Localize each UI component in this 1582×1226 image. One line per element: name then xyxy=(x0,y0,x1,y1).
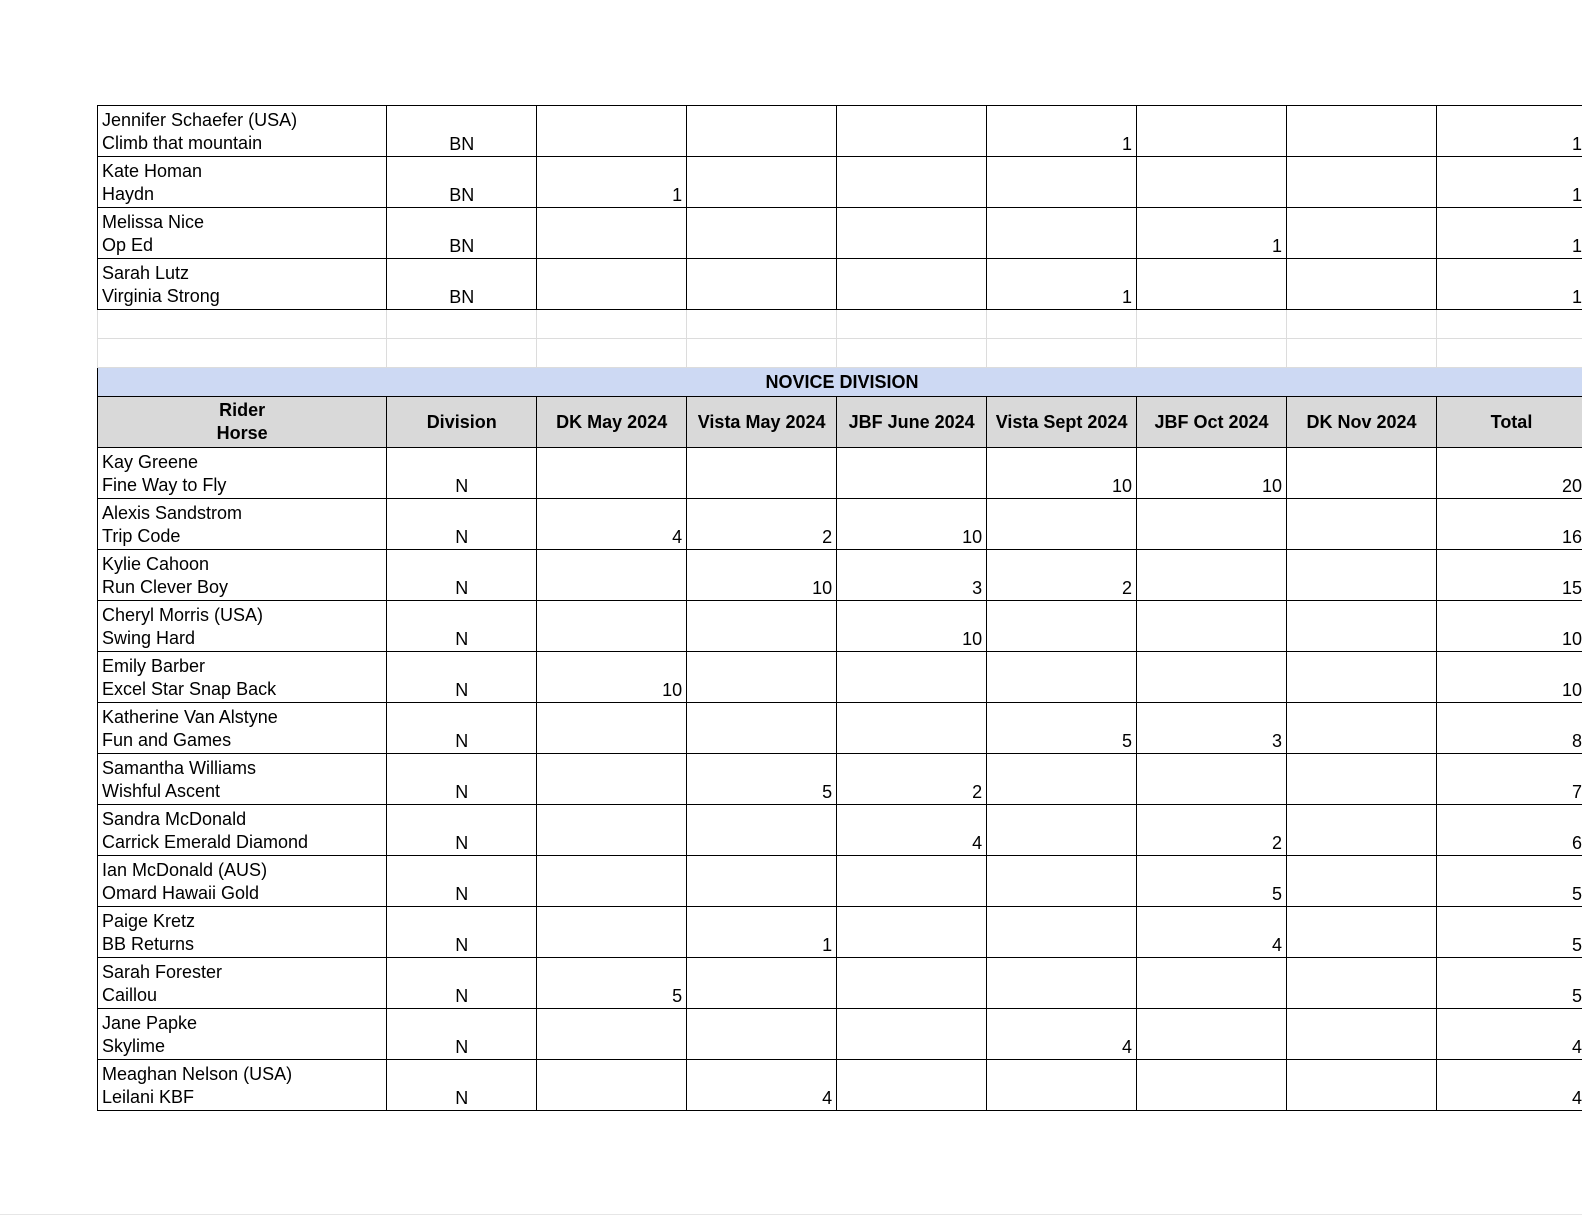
rider-name: Kay Greene xyxy=(102,452,199,472)
header-rider-horse xyxy=(98,397,387,448)
score-cell: 10 xyxy=(1137,448,1287,499)
rider-horse-cell xyxy=(98,805,387,856)
table-row xyxy=(98,601,1582,652)
rider-name: Paige Kretz xyxy=(102,911,196,931)
score-cell: 1 xyxy=(987,106,1137,157)
header-rider: Rider xyxy=(219,400,266,420)
total-cell: 8 xyxy=(1437,703,1582,754)
score-cell: 1 xyxy=(987,259,1137,310)
novice-division-section xyxy=(98,368,1582,448)
total-cell: 1 xyxy=(1437,259,1582,310)
score-cell xyxy=(687,448,837,499)
header-division: Division xyxy=(387,397,537,448)
score-cell: 1 xyxy=(537,157,687,208)
horse-name: Omard Hawaii Gold xyxy=(102,883,260,903)
division-cell: N xyxy=(387,856,537,907)
score-cell: 10 xyxy=(537,652,687,703)
page-bottom-rule xyxy=(0,1214,1582,1215)
score-cell xyxy=(537,1060,687,1111)
rider-name: Jennifer Schaefer (USA) xyxy=(102,110,298,130)
spacer-row xyxy=(98,310,1582,339)
rider-name: Kylie Cahoon xyxy=(102,554,210,574)
score-cell: 10 xyxy=(987,448,1137,499)
score-cell xyxy=(837,259,987,310)
rider-name: Kate Homan xyxy=(102,161,203,181)
score-cell xyxy=(1137,259,1287,310)
header-event: DK May 2024 xyxy=(537,397,687,448)
division-cell: N xyxy=(387,907,537,958)
score-cell xyxy=(1287,550,1437,601)
rider-name: Sarah Lutz xyxy=(102,263,190,283)
division-cell: N xyxy=(387,499,537,550)
spacer-rows xyxy=(98,310,1582,368)
horse-name: Trip Code xyxy=(102,526,181,546)
score-cell xyxy=(1137,601,1287,652)
rider-horse-cell xyxy=(98,601,387,652)
score-cell xyxy=(837,448,987,499)
header-event: JBF June 2024 xyxy=(837,397,987,448)
rider-name: Ian McDonald (AUS) xyxy=(102,860,268,880)
score-cell xyxy=(1287,106,1437,157)
score-cell: 10 xyxy=(837,601,987,652)
score-cell xyxy=(687,157,837,208)
rider-name: Samantha Williams xyxy=(102,758,257,778)
rider-name: Cheryl Morris (USA) xyxy=(102,605,264,625)
score-cell xyxy=(837,1060,987,1111)
score-cell xyxy=(837,907,987,958)
beginner-novice-rows xyxy=(98,106,1582,310)
score-cell: 4 xyxy=(837,805,987,856)
rider-horse-cell xyxy=(98,907,387,958)
table-row xyxy=(98,958,1582,1009)
rider-horse-cell xyxy=(98,1060,387,1111)
score-cell: 4 xyxy=(987,1009,1137,1060)
score-cell xyxy=(687,958,837,1009)
score-cell xyxy=(1287,259,1437,310)
score-cell: 5 xyxy=(987,703,1137,754)
table-row xyxy=(98,703,1582,754)
header-event: Vista Sept 2024 xyxy=(987,397,1137,448)
score-cell xyxy=(987,805,1137,856)
score-cell: 4 xyxy=(1137,907,1287,958)
score-cell xyxy=(1137,754,1287,805)
score-cell xyxy=(987,601,1137,652)
rider-name: Alexis Sandstrom xyxy=(102,503,243,523)
score-cell xyxy=(1287,652,1437,703)
score-cell: 4 xyxy=(537,499,687,550)
score-cell xyxy=(837,157,987,208)
score-cell xyxy=(1137,652,1287,703)
horse-name: Skylime xyxy=(102,1036,166,1056)
division-cell: N xyxy=(387,805,537,856)
division-cell: N xyxy=(387,601,537,652)
rider-horse-cell xyxy=(98,1009,387,1060)
table-row xyxy=(98,448,1582,499)
score-cell: 1 xyxy=(1137,208,1287,259)
division-cell: BN xyxy=(387,259,537,310)
rider-horse-cell xyxy=(98,958,387,1009)
rider-horse-cell xyxy=(98,703,387,754)
score-cell xyxy=(687,1009,837,1060)
score-cell xyxy=(837,958,987,1009)
score-cell xyxy=(987,958,1137,1009)
score-cell xyxy=(1287,907,1437,958)
score-cell xyxy=(1287,856,1437,907)
score-cell xyxy=(1137,958,1287,1009)
rider-horse-cell xyxy=(98,208,387,259)
score-cell xyxy=(687,208,837,259)
total-cell: 4 xyxy=(1437,1009,1582,1060)
total-cell: 16 xyxy=(1437,499,1582,550)
header-row xyxy=(98,397,1582,448)
score-cell xyxy=(537,448,687,499)
horse-name: Wishful Ascent xyxy=(102,781,221,801)
total-cell: 1 xyxy=(1437,157,1582,208)
header-event: JBF Oct 2024 xyxy=(1137,397,1287,448)
standings-table xyxy=(97,105,1582,1111)
division-cell: N xyxy=(387,1060,537,1111)
score-cell: 5 xyxy=(687,754,837,805)
division-cell: N xyxy=(387,448,537,499)
table-row xyxy=(98,259,1582,310)
horse-name: Excel Star Snap Back xyxy=(102,679,277,699)
score-cell: 10 xyxy=(687,550,837,601)
division-cell: BN xyxy=(387,208,537,259)
score-cell xyxy=(1137,499,1287,550)
score-cell xyxy=(837,703,987,754)
horse-name: Leilani KBF xyxy=(102,1087,195,1107)
score-cell xyxy=(1287,157,1437,208)
horse-name: Run Clever Boy xyxy=(102,577,229,597)
score-cell xyxy=(1137,1060,1287,1111)
score-cell: 3 xyxy=(1137,703,1287,754)
score-cell xyxy=(687,106,837,157)
table-row xyxy=(98,208,1582,259)
rider-name: Emily Barber xyxy=(102,656,206,676)
score-cell xyxy=(837,208,987,259)
score-cell xyxy=(1137,157,1287,208)
score-cell xyxy=(1287,601,1437,652)
score-cell: 2 xyxy=(837,754,987,805)
score-cell xyxy=(837,856,987,907)
table-row xyxy=(98,1009,1582,1060)
score-cell xyxy=(537,601,687,652)
rider-name: Sandra McDonald xyxy=(102,809,247,829)
horse-name: BB Returns xyxy=(102,934,195,954)
score-cell xyxy=(1287,958,1437,1009)
score-cell xyxy=(837,106,987,157)
total-cell: 5 xyxy=(1437,856,1582,907)
horse-name: Virginia Strong xyxy=(102,286,220,306)
score-cell: 4 xyxy=(687,1060,837,1111)
rider-horse-cell xyxy=(98,652,387,703)
horse-name: Op Ed xyxy=(102,235,154,255)
total-cell: 20 xyxy=(1437,448,1582,499)
score-cell xyxy=(1137,550,1287,601)
horse-name: Swing Hard xyxy=(102,628,196,648)
score-cell xyxy=(687,856,837,907)
score-cell xyxy=(537,1009,687,1060)
rider-name: Meaghan Nelson (USA) xyxy=(102,1064,293,1084)
table-row xyxy=(98,550,1582,601)
score-cell xyxy=(537,106,687,157)
score-cell xyxy=(837,1009,987,1060)
score-cell xyxy=(1137,1009,1287,1060)
score-cell xyxy=(987,907,1137,958)
score-cell xyxy=(687,652,837,703)
score-cell xyxy=(687,601,837,652)
table-row xyxy=(98,907,1582,958)
rider-horse-cell xyxy=(98,499,387,550)
score-cell: 2 xyxy=(987,550,1137,601)
score-cell: 5 xyxy=(1137,856,1287,907)
score-cell xyxy=(987,652,1137,703)
score-cell xyxy=(1287,805,1437,856)
division-cell: N xyxy=(387,1009,537,1060)
division-cell: N xyxy=(387,958,537,1009)
score-cell xyxy=(987,754,1137,805)
total-cell: 5 xyxy=(1437,907,1582,958)
rider-horse-cell xyxy=(98,106,387,157)
total-cell: 1 xyxy=(1437,106,1582,157)
score-cell xyxy=(837,652,987,703)
rider-horse-cell xyxy=(98,259,387,310)
division-banner-row xyxy=(98,368,1582,397)
horse-name: Caillou xyxy=(102,985,158,1005)
table-row xyxy=(98,856,1582,907)
score-cell xyxy=(987,856,1137,907)
score-cell xyxy=(537,907,687,958)
score-cell: 10 xyxy=(837,499,987,550)
score-cell xyxy=(537,550,687,601)
table-row xyxy=(98,499,1582,550)
score-cell xyxy=(1287,754,1437,805)
score-cell: 5 xyxy=(537,958,687,1009)
score-cell: 2 xyxy=(687,499,837,550)
spacer-row xyxy=(98,339,1582,368)
total-cell: 10 xyxy=(1437,601,1582,652)
total-cell: 5 xyxy=(1437,958,1582,1009)
rider-name: Jane Papke xyxy=(102,1013,198,1033)
score-cell xyxy=(1287,1009,1437,1060)
table-row xyxy=(98,652,1582,703)
table-row xyxy=(98,1060,1582,1111)
score-cell xyxy=(537,754,687,805)
horse-name: Carrick Emerald Diamond xyxy=(102,832,309,852)
table-row xyxy=(98,106,1582,157)
horse-name: Fun and Games xyxy=(102,730,232,750)
score-cell xyxy=(687,805,837,856)
score-cell xyxy=(1287,1060,1437,1111)
total-cell: 7 xyxy=(1437,754,1582,805)
score-cell xyxy=(987,157,1137,208)
total-cell: 4 xyxy=(1437,1060,1582,1111)
score-cell xyxy=(537,805,687,856)
rider-horse-cell xyxy=(98,550,387,601)
score-cell xyxy=(1137,106,1287,157)
score-cell xyxy=(537,856,687,907)
division-title: NOVICE DIVISION xyxy=(98,368,1582,397)
score-cell xyxy=(537,259,687,310)
score-cell xyxy=(537,208,687,259)
rider-horse-cell xyxy=(98,754,387,805)
total-cell: 10 xyxy=(1437,652,1582,703)
score-cell: 1 xyxy=(687,907,837,958)
division-cell: N xyxy=(387,652,537,703)
score-cell xyxy=(1287,499,1437,550)
score-cell: 3 xyxy=(837,550,987,601)
score-cell xyxy=(987,1060,1137,1111)
rider-horse-cell xyxy=(98,157,387,208)
division-cell: N xyxy=(387,550,537,601)
header-horse: Horse xyxy=(216,423,268,443)
rider-horse-cell xyxy=(98,856,387,907)
rider-name: Melissa Nice xyxy=(102,212,205,232)
novice-rows xyxy=(98,448,1582,1111)
score-cell xyxy=(1287,703,1437,754)
division-cell: N xyxy=(387,703,537,754)
table-row xyxy=(98,805,1582,856)
score-cell: 2 xyxy=(1137,805,1287,856)
score-cell xyxy=(687,259,837,310)
division-cell: BN xyxy=(387,157,537,208)
score-cell xyxy=(537,703,687,754)
rider-name: Katherine Van Alstyne xyxy=(102,707,278,727)
score-cell xyxy=(987,208,1137,259)
table-row xyxy=(98,754,1582,805)
horse-name: Climb that mountain xyxy=(102,133,263,153)
horse-name: Haydn xyxy=(102,184,155,204)
score-cell xyxy=(987,499,1137,550)
division-cell: N xyxy=(387,754,537,805)
division-cell: BN xyxy=(387,106,537,157)
header-event: Vista May 2024 xyxy=(687,397,837,448)
rider-name: Sarah Forester xyxy=(102,962,223,982)
score-cell xyxy=(1287,208,1437,259)
table-row xyxy=(98,157,1582,208)
header-total: Total xyxy=(1437,397,1582,448)
horse-name: Fine Way to Fly xyxy=(102,475,227,495)
total-cell: 15 xyxy=(1437,550,1582,601)
total-cell: 1 xyxy=(1437,208,1582,259)
rider-horse-cell xyxy=(98,448,387,499)
header-event: DK Nov 2024 xyxy=(1287,397,1437,448)
score-cell xyxy=(1287,448,1437,499)
score-cell xyxy=(687,703,837,754)
total-cell: 6 xyxy=(1437,805,1582,856)
